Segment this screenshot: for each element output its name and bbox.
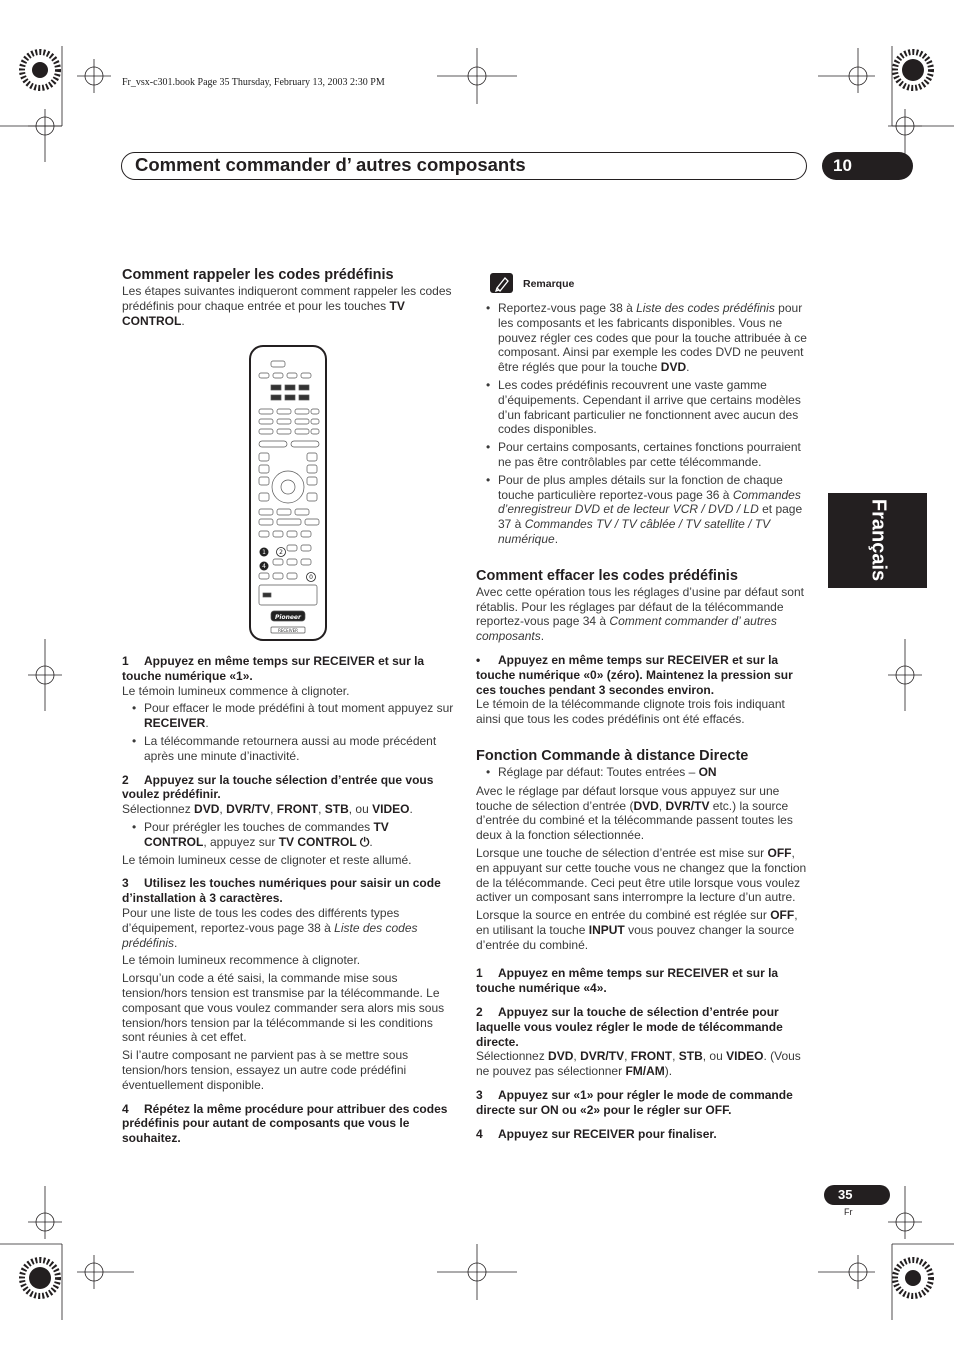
step-3-p3: Lorsqu’un code a été saisi, la commande mise sous tension/hors tension est transmise par la télécommande. Le composant que vous voulez commander sera alors mis sous tension/hors tension par la télécommande si les conditions sont réunies à cet effet. bbox=[122, 971, 445, 1045]
direct-p1: Avec le réglage par défaut lorsque vous appuyez sur une touche de sélection d’entrée (DVD, DVR/TV etc.) la source d’entrée du combiné et la télécommande passent toutes les deux à la fonction sélectionnée. bbox=[476, 783, 793, 843]
page-number: 35 bbox=[824, 1185, 890, 1205]
step-4: 4 Répétez la même procédure pour attribuer des codes prédéfinis pour autant de composants que vous le souhaitez. bbox=[122, 1101, 448, 1146]
direct-step-2-select: Sélectionnez DVD, DVR/TV, FRONT, STB, ou VIDEO. (Vous ne pouvez pas sélectionner FM/AM). bbox=[476, 1049, 801, 1079]
chapter-number: 10 bbox=[822, 152, 913, 180]
bullet: • Pour effacer le mode prédéfini à tout moment appuyez sur RECEIVER. bbox=[122, 701, 454, 731]
note-item: • Pour certains composants, certaines fonctions pourraient ne pas être contrôlables par cette télécommande. bbox=[476, 440, 808, 470]
language-tab bbox=[828, 493, 927, 588]
step-1-bullets bbox=[122, 701, 454, 763]
page-title: Comment commander d’ autres composants bbox=[135, 154, 526, 175]
step-2-bullets bbox=[122, 820, 454, 850]
remote-model: RECEIVER bbox=[278, 628, 298, 633]
step-3-p1: Pour une liste de tous les codes des différents types d’équipement, reportez-vous page 38 à Liste des codes prédéfinis. bbox=[122, 905, 418, 950]
note-item: • Pour de plus amples détails sur la fonction de chaque touche particulière reportez-vous page 36 à Commandes d’enregistreur DVD et de lecteur VCR / DVD / LD et page 37 à Commandes TV / TV câblée / TV satellite / TV numérique. bbox=[476, 473, 808, 547]
book-line: Fr_vsx-c301.book Page 35 Thursday, February 13, 2003 2:30 PM bbox=[122, 77, 385, 88]
note-item: • Les codes prédéfinis recouvrent une vaste gamme d’équipements. Cependant il arrive que certains modèles d’un fabricant particulier ne fonctionnent avec aucun des codes disponibles. bbox=[476, 378, 808, 437]
page-language: Fr bbox=[844, 1207, 853, 1217]
bullet: • La télécommande retournera aussi au mode précédent après une minute d’inactivité. bbox=[122, 734, 454, 764]
remote-brand: Pioneer bbox=[275, 614, 301, 621]
step-3-p2: Le témoin lumineux recommence à clignoter. bbox=[122, 953, 361, 968]
note-list bbox=[476, 301, 808, 547]
direct-step-3: 3 Appuyez sur «1» pour régler le mode de commande directe sur ON ou «2» pour le régler sur OFF. bbox=[476, 1088, 793, 1117]
effacer-step: • Appuyez en même temps sur RECEIVER et sur la touche numérique «0» (zéro). Maintenez la pression sur ces touches pendant 3 secondes environ. bbox=[476, 652, 793, 697]
remote-key-1: 1 bbox=[262, 549, 266, 556]
direct-step-2: 2 Appuyez sur la touche de sélection d’entrée pour laquelle vous voulez régler le mode de télécommande directe. bbox=[476, 1005, 783, 1049]
direct-step-1: 1 Appuyez en même temps sur RECEIVER et sur la touche numérique «4». bbox=[476, 966, 779, 996]
intro-paragraph: Les étapes suivantes indiqueront comment rappeler les codes prédéfinis pour chaque entrée et pour les touches TV CONTROL. bbox=[122, 284, 452, 328]
heading-effacer: Comment effacer les codes prédéfinis bbox=[476, 567, 738, 584]
remote-control-illustration bbox=[249, 345, 327, 641]
remote-key-0: 0 bbox=[309, 574, 313, 581]
effacer-intro: Avec cette opération tous les réglages d’usine par défaut sont rétablis. Pour les réglages par défaut de la télécommande reportez-vous page 34 à Comment commander d’ autres composants. bbox=[476, 584, 804, 644]
remote-control-drawing bbox=[251, 347, 325, 639]
note-label: Remarque bbox=[523, 278, 575, 290]
step-3-p4: Si l’autre composant ne parvient pas à se mettre sous tension/hors tension, essayez un autre code prédéfini éventuellement disponible. bbox=[122, 1048, 409, 1092]
step-2-select: Sélectionnez DVD, DVR/TV, FRONT, STB, ou VIDEO. bbox=[122, 802, 413, 817]
effacer-text: Le témoin de la télécommande clignote trois fois indiquant ainsi que tous les codes prédéfinis ont été effacés. bbox=[476, 697, 785, 727]
left-column-top bbox=[122, 266, 454, 328]
bullet: • Pour prérégler les touches de commandes TV CONTROL, appuyez sur TV CONTROL ⏻. bbox=[122, 820, 454, 850]
direct-p2: Lorsque une touche de sélection d’entrée est mise sur OFF, en appuyant sur cette touche vous ne changez que la fonction de la télécommande. Ceci peut être utile lorsque vous voulez activer un composant sans interrompre la lecture d’un autre. bbox=[476, 845, 807, 905]
note-item: • Reportez-vous page 38 à Liste des codes prédéfinis pour les composants et les fabricants disponibles. Vous ne pouvez régler ces codes que pour la touche attribuée à ce composant. Ainsi par exemple les codes DVD ne peuvent être réglés que pour la touche DVD. bbox=[476, 301, 808, 375]
direct-step-4: 4 Appuyez sur RECEIVER pour finaliser. bbox=[476, 1126, 717, 1141]
heading-direct: Fonction Commande à distance Directe bbox=[476, 747, 749, 764]
step-1-text: Le témoin lumineux commence à clignoter. bbox=[122, 683, 350, 698]
direct-p3: Lorsque la source en entrée du combiné est réglée sur OFF, en utilisant la touche INPUT vous pouvez changer la source d’entrée du combiné. bbox=[476, 908, 798, 952]
heading-rappeler: Comment rappeler les codes prédéfinis bbox=[122, 267, 394, 283]
direct-default bbox=[476, 765, 808, 780]
step-2: 2 Appuyez sur la touche sélection d’entrée que vous voulez prédéfinir. bbox=[122, 772, 434, 802]
remote-key-2: 2 bbox=[279, 549, 283, 556]
left-column-steps bbox=[122, 654, 454, 1146]
remote-key-4: 4 bbox=[262, 563, 266, 570]
language-tab-label: Français bbox=[867, 498, 890, 582]
step-2-text: Le témoin lumineux cesse de clignoter et reste allumé. bbox=[122, 852, 412, 867]
note-pencil-icon bbox=[490, 273, 513, 293]
step-1: 1 Appuyez en même temps sur RECEIVER et sur la touche numérique «1». bbox=[122, 654, 425, 683]
default-setting: • Réglage par défaut: Toutes entrées – ON bbox=[476, 765, 808, 780]
step-3: 3 Utilisez les touches numériques pour saisir un code d’installation à 3 caractères. bbox=[122, 876, 441, 906]
right-column bbox=[476, 301, 808, 1141]
